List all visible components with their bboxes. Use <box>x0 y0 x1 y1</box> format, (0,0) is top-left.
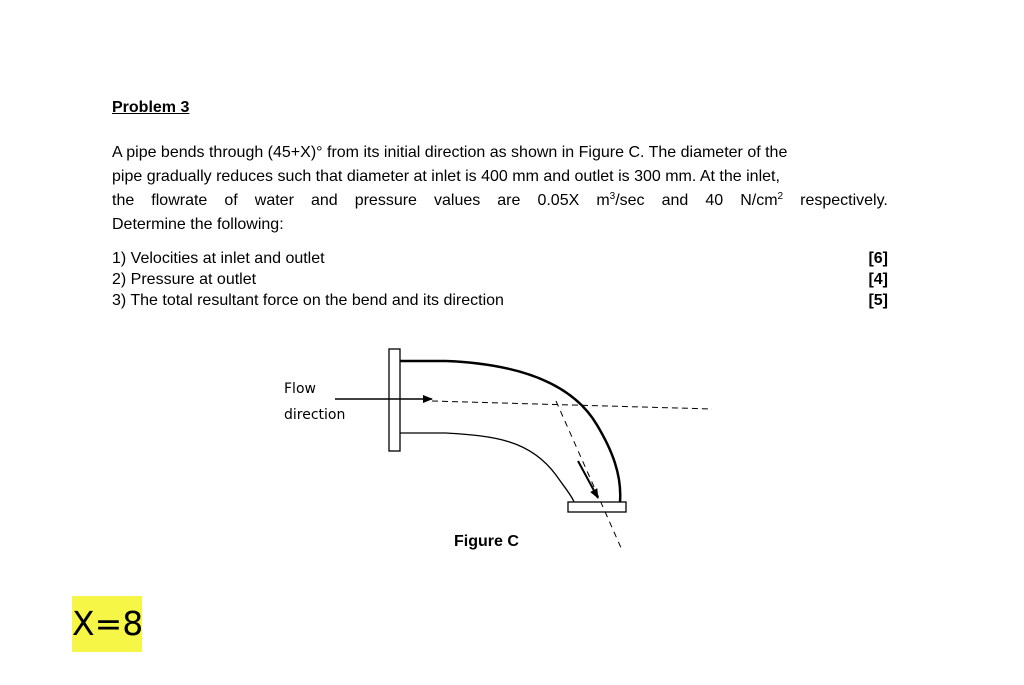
superscript: 2 <box>777 191 784 202</box>
pipe-inner-wall <box>400 433 574 502</box>
statement-line <box>112 189 888 213</box>
inlet-flange <box>389 349 400 451</box>
statement-word: and <box>310 192 338 209</box>
outlet-flange <box>568 502 626 512</box>
statement-word: pressure <box>354 192 417 209</box>
statement-word: flowrate <box>151 192 208 209</box>
pipe-bend-diagram <box>270 340 720 555</box>
statement-word: values <box>433 192 481 209</box>
statement-word: of <box>224 192 238 209</box>
task-list <box>112 248 888 311</box>
statement-word: the <box>112 192 135 209</box>
task-marks: [5] <box>868 292 888 309</box>
task-marks: [6] <box>868 250 888 267</box>
statement-word: water <box>254 192 294 209</box>
statement-word: $m^3/\sec$ <box>596 191 645 209</box>
task-item <box>112 269 888 290</box>
task-text: 1) Velocities at inlet and outlet <box>112 250 325 267</box>
statement-word: 40 <box>705 192 724 209</box>
flow-label-line: direction <box>284 407 346 423</box>
statement-line: Determine the following: <box>112 216 284 233</box>
statement-word: and <box>661 192 689 209</box>
problem-statement <box>112 141 888 237</box>
statement-word: 0.05X <box>537 192 580 209</box>
figure-caption: Figure C <box>454 533 519 550</box>
superscript: 3 <box>609 191 616 202</box>
task-item <box>112 248 888 269</box>
inlet-centerline <box>432 401 712 409</box>
statement-line: pipe gradually reduces such that diameter at inlet is 400 mm and outlet is 300 mm. At the inlet, <box>112 168 780 185</box>
outlet-flow-arrow <box>578 461 598 498</box>
statement-word: are <box>497 192 521 209</box>
task-item <box>112 290 888 311</box>
statement-line: A pipe bends through (45+X)° from its initial direction as shown in Figure C. The diameter of the <box>112 144 788 161</box>
flow-label-line: Flow <box>284 381 316 397</box>
pipe-outer-wall <box>400 361 620 502</box>
task-text: 3) The total resultant force on the bend and its direction <box>112 292 504 309</box>
x-value-badge: X=8 <box>72 596 142 652</box>
problem-title: Problem 3 <box>112 99 190 116</box>
task-text: 2) Pressure at outlet <box>112 271 257 288</box>
outlet-centerline <box>556 401 622 550</box>
statement-word: $N/cm^2$ <box>740 191 784 209</box>
flow-direction-label <box>284 376 345 428</box>
task-marks: [4] <box>868 271 888 288</box>
statement-word: respectively. <box>800 192 888 209</box>
